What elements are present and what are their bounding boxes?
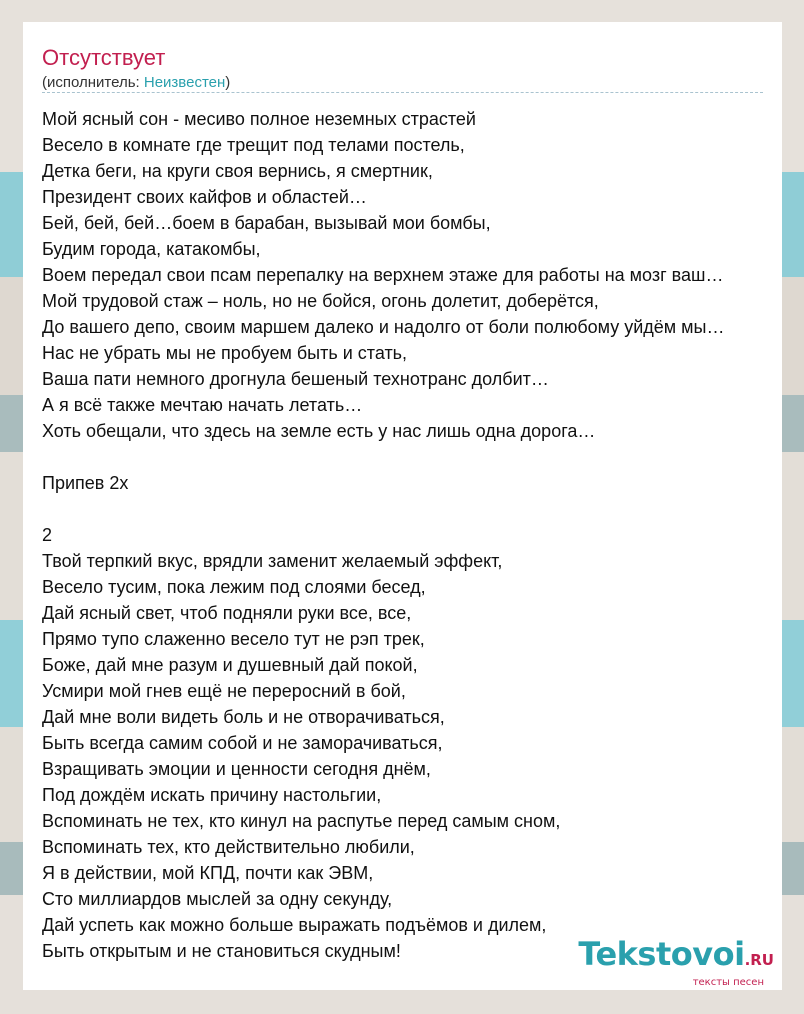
lyric-line: Быть всегда самим собой и не заморачиваться, (42, 733, 443, 753)
lyric-line: Сто миллиардов мыслей за одну секунду, (42, 889, 393, 909)
lyric-line: 2 (42, 525, 53, 545)
lyric-line: Воем передал свои псам перепалку на верхнем этаже для работы на мозг ваш… (42, 265, 724, 285)
lyric-line: Ваша пати немного дрогнула бешеный технотранс долбит… (42, 369, 549, 389)
lyric-line: Усмири мой гнев ещё не переросний в бой, (42, 681, 406, 701)
site-logo[interactable] (578, 937, 774, 988)
logo-tagline: тексты песен (692, 977, 764, 988)
lyric-line (42, 496, 782, 522)
lyrics-text (42, 106, 782, 964)
lyric-line: Мой ясный сон - месиво полное неземных страстей (42, 109, 476, 129)
lyric-line: Я в действии, мой КПД, почти как ЭВМ, (42, 863, 374, 883)
logo-tld: .RU (744, 951, 774, 969)
lyric-line: Быть открытым и не становиться скудным! (42, 941, 401, 961)
lyric-line: Дай мне воли видеть боль и не отворачиваться, (42, 707, 445, 727)
artist-line (42, 74, 230, 91)
lyric-line (42, 444, 782, 470)
lyric-line: Хоть обещали, что здесь на земле есть у нас лишь одна дорога… (42, 421, 596, 441)
lyric-line: Вспоминать тех, кто действительно любили, (42, 837, 415, 857)
lyric-line: Детка беги, на круги своя вернись, я смертник, (42, 161, 433, 181)
lyrics-card (23, 22, 782, 990)
artist-suffix: ) (225, 74, 231, 91)
lyric-line: До вашего депо, своим маршем далеко и надолго от боли полюбому уйдём мы… (42, 317, 725, 337)
header-divider (42, 92, 763, 93)
lyric-line: Весело в комнате где трещит под телами постель, (42, 135, 465, 155)
lyric-line: Будим города, катакомбы, (42, 239, 261, 259)
lyric-line: Весело тусим, пока лежим под слоями бесед, (42, 577, 426, 597)
song-title: Отсутствует (42, 45, 166, 70)
artist-prefix: (исполнитель: (42, 74, 144, 91)
logo-wordmark (578, 937, 774, 977)
lyric-line: А я всё также мечтаю начать летать… (42, 395, 363, 415)
lyric-line: Бей, бей, бей…боем в барабан, вызывай мои бомбы, (42, 213, 491, 233)
artist-link[interactable]: Неизвестен (143, 74, 226, 91)
lyric-line: Дай успеть как можно больше выражать подъёмов и дилем, (42, 915, 547, 935)
lyric-line: Под дождём искать причину настольгии, (42, 785, 382, 805)
logo-name: Tekstovoi (578, 935, 745, 973)
lyric-line: Взращивать эмоции и ценности сегодня днём, (42, 759, 431, 779)
lyric-line: Нас не убрать мы не пробуем быть и стать, (42, 343, 408, 363)
lyric-line: Боже, дай мне разум и душевный дай покой, (42, 655, 418, 675)
lyric-line: Президент своих кайфов и областей… (42, 187, 367, 207)
lyric-line: Припев 2x (42, 473, 129, 493)
lyric-line: Прямо тупо слаженно весело тут не рэп трек, (42, 629, 425, 649)
lyric-line: Твой терпкий вкус, врядли заменит желаемый эффект, (42, 551, 503, 571)
lyric-line: Вспоминать не тех, кто кинул на распутье перед самым сном, (42, 811, 561, 831)
lyric-line: Дай ясный свет, чтоб подняли руки все, все, (42, 603, 412, 623)
lyric-line: Мой трудовой стаж – ноль, но не бойся, огонь долетит, доберётся, (42, 291, 599, 311)
